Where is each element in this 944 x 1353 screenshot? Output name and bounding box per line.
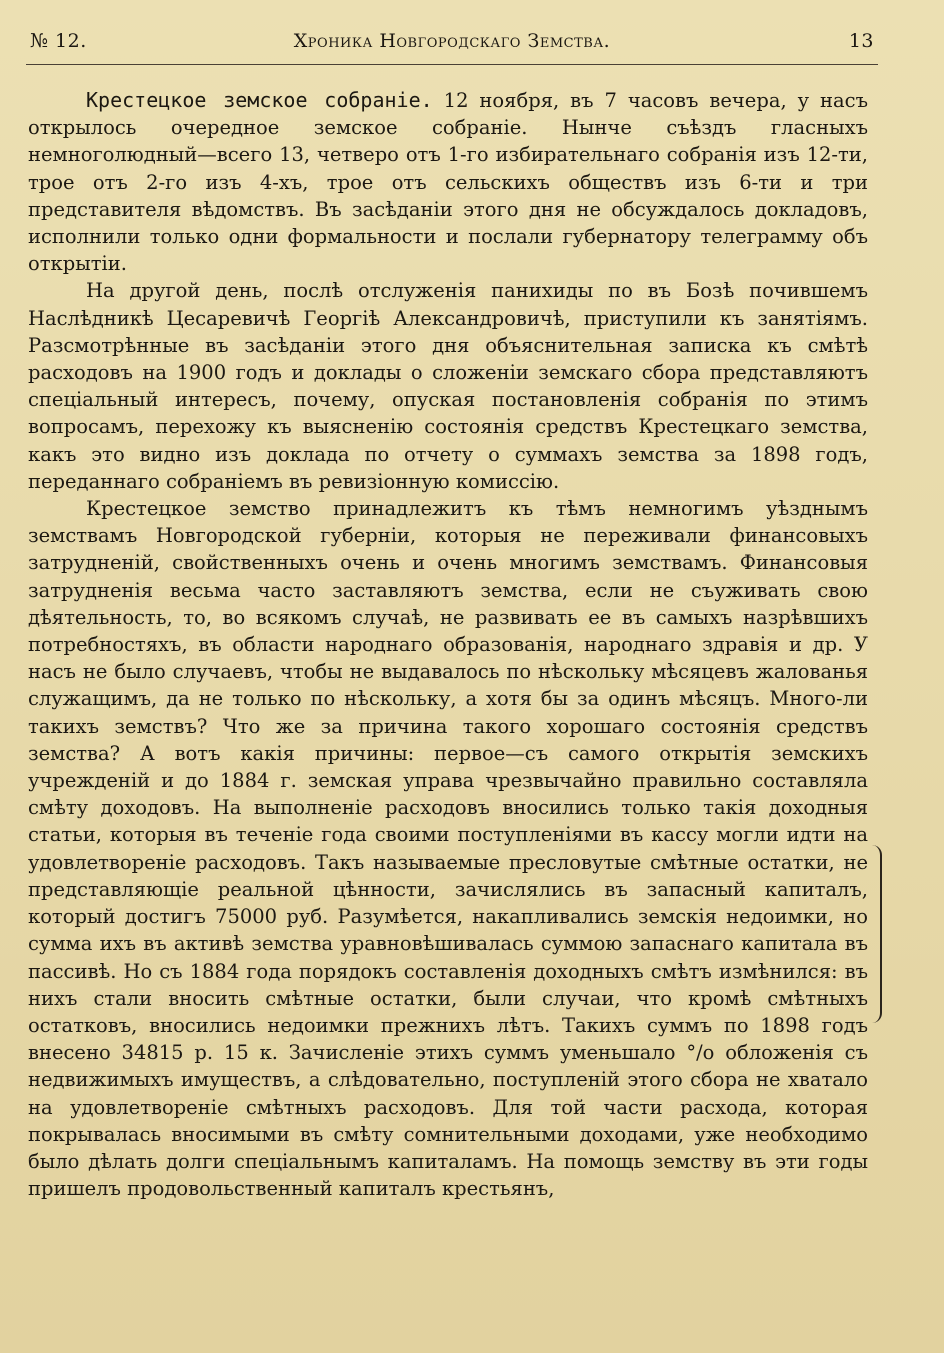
article-lead: Крестецкое земское собраніе. bbox=[86, 88, 433, 112]
paragraph-1-text: 12 ноября, въ 7 часовъ вечера, у насъ открылось очередное земское собраніе. Нынче съѣздъ гласныхъ немноголюдный—всего 13, четверо отъ 1-го избирательнаго собранія изъ 12-ти, трое отъ 2-го изъ 4-хъ, трое отъ сельскихъ обществъ изъ 6-ти и три представителя вѣдомствъ. Въ засѣданіи этого дня не обсуждалось докладовъ, исполнили только одни формальности и послали губернатору телеграмму объ открытіи. bbox=[28, 89, 869, 276]
header-rule bbox=[26, 64, 878, 65]
running-title: Хроника Новгородскаго Земства. bbox=[293, 30, 611, 52]
margin-bracket bbox=[870, 845, 882, 1023]
article-body bbox=[28, 87, 868, 1202]
page-header bbox=[30, 30, 874, 60]
paragraph-2: На другой день, послѣ отслуженія панихиды по въ Бозѣ почившемъ Наслѣдникѣ Цесаревичѣ Георгіѣ Александровичѣ, приступили къ занятіямъ. Разсмотрѣнные въ засѣданіи этого дня объяснительная записка къ смѣтѣ расходовъ на 1900 годъ и доклады о сложеніи земскаго сбора представляютъ спеціальный интересъ, почему, опуская постановленія собранія по этимъ вопросамъ, перехожу къ выясненію состоянія средствъ Крестецкаго земства, какъ это видно изъ доклада по отчету о суммахъ земства за 1898 годъ, переданнаго собраніемъ въ ревизіонную комиссію. bbox=[28, 279, 868, 493]
issue-number: № 12. bbox=[30, 30, 87, 52]
page-number: 13 bbox=[848, 30, 874, 52]
paragraph-3: Крестецкое земство принадлежитъ къ тѣмъ немногимъ уѣзднымъ земствамъ Новгородской губерніи, которыя не переживали финансовыхъ затрудненій, свойственныхъ очень и очень многимъ земствамъ. Финансовыя затрудненія весьма часто заставляютъ земства, если не съуживать свою дѣятельность, то, во всякомъ случаѣ, не развивать ее въ самыхъ назрѣвшихъ потребностяхъ, въ области народнаго образованія, народнаго здравія и др. У насъ не было случаевъ, чтобы не выдавалось по нѣскольку мѣсяцевъ жалованья служащимъ, да не только по нѣскольку, а хотя бы за одинъ мѣсяцъ. Много-ли такихъ земствъ? Что же за причина такого хорошаго состоянія средствъ земства? А вотъ какія причины: первое—съ самого открытія земскихъ учрежденій и до 1884 г. земская управа чрезвычайно правильно составляла смѣту доходовъ. На выполненіе расходовъ вносились только такія доходныя статьи, которыя въ теченіе года своими поступленіями въ кассу могли идти на удовлетвореніе расходовъ. Такъ называемые пресловутые смѣтные остатки, не представляющіе реальной цѣнности, зачислялись въ запасный капиталъ, который достигъ 75000 руб. Разумѣется, накапливались земскія недоимки, но сумма ихъ въ активѣ земства уравновѣшивалась суммою запаснаго капитала въ пассивѣ. Но съ 1884 года порядокъ составленія доходныхъ смѣтъ измѣнился: въ нихъ стали вносить смѣтные остатки, были случаи, что кромѣ смѣтныхъ остатковъ, вносились недоимки прежнихъ лѣтъ. Такихъ суммъ по 1898 годъ внесено 34815 р. 15 к. Зачисленіе этихъ суммъ уменьшало °/о обложенія съ недвижимыхъ имуществъ, а слѣдовательно, поступленій этого сбора не хватало на удовлетвореніе смѣтныхъ расходовъ. Для той части расхода, которая покрывалась вносимыми въ смѣту сомнительными доходами, уже необходимо было дѣлать долги спеціальнымъ капиталамъ. На помощь земству въ эти годы пришелъ продовольственный капиталъ крестьянъ, bbox=[28, 497, 868, 1201]
paragraph-1 bbox=[28, 87, 868, 277]
